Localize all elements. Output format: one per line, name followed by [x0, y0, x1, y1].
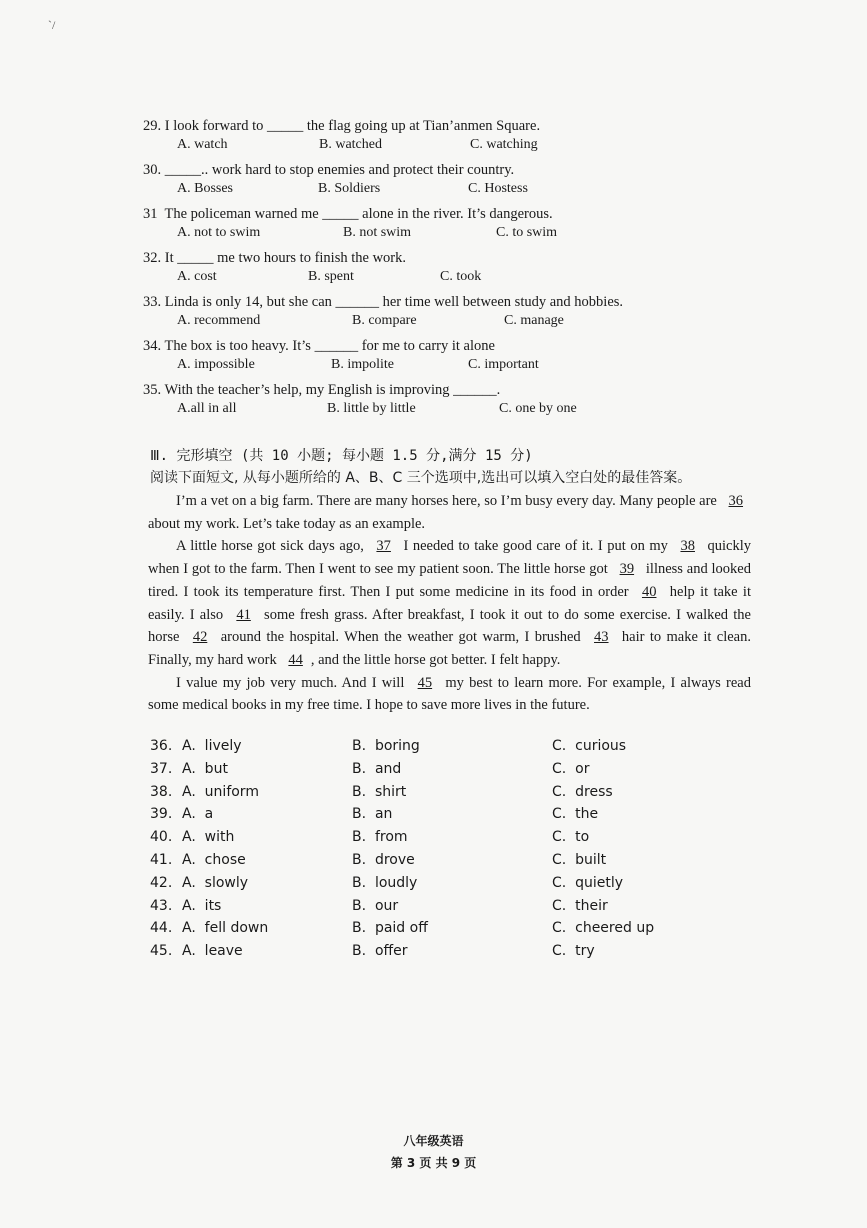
option-b: B. our [352, 897, 399, 914]
answer-row-36 [150, 738, 670, 761]
question-35 [143, 379, 783, 423]
question-number: 39. [150, 806, 173, 823]
option-a: A. its [182, 897, 222, 914]
passage-text: I value my job very much. And I will [176, 674, 410, 691]
question-number: 43. [150, 897, 173, 914]
option-c: C. to [552, 829, 590, 846]
question-stem: 32. It _____ me two hours to finish the work. [143, 250, 406, 266]
answer-row-43 [150, 898, 670, 921]
question-stem: 29. I look forward to _____ the flag going up at Tian’anmen Square. [143, 118, 541, 134]
option-b: B. shirt [352, 783, 407, 800]
blank-41: 41 [236, 606, 251, 623]
blank-45: 45 [417, 674, 433, 691]
cloze-options [150, 738, 670, 966]
option-a: A. leave [182, 943, 243, 960]
option-c: C. try [552, 943, 595, 960]
multiple-choice-section [143, 115, 783, 423]
blank-43: 43 [594, 629, 609, 646]
option-a: A. not to swim [177, 225, 261, 240]
question-number: 41. [150, 851, 173, 868]
option-c: C. to swim [496, 225, 558, 240]
passage-text: I needed to take good care of it. I put on my [398, 538, 673, 555]
passage-text: A little horse got sick days ago, [176, 538, 369, 555]
answer-row-39 [150, 806, 670, 829]
passage-text: about my work. Let’s take today as an example. [148, 515, 426, 532]
question-options [143, 181, 783, 203]
option-b: B. compare [352, 313, 417, 328]
footer-page-number: 第 3 页 共 9 页 [390, 1156, 477, 1170]
option-a: A. Bosses [177, 181, 234, 196]
option-a: A. with [182, 829, 235, 846]
cloze-passage [148, 490, 751, 717]
blank-40: 40 [641, 583, 657, 600]
option-a: A. a [182, 806, 214, 823]
option-b: B. loudly [352, 874, 418, 891]
blank-44: 44 [288, 651, 303, 668]
option-b: B. impolite [331, 357, 394, 372]
passage-text: illness and looked tired. I took its temperature first. Then I put some medicine in its food in order [148, 561, 751, 600]
answer-row-38 [150, 784, 670, 807]
option-b: B. little by little [327, 401, 416, 416]
option-a: A. lively [182, 738, 242, 754]
question-30 [143, 159, 783, 203]
blank-38: 38 [680, 538, 695, 555]
question-number: 44. [150, 920, 173, 937]
option-a: A. watch [177, 137, 228, 152]
option-a: A. slowly [182, 874, 249, 891]
passage-paragraph-1 [148, 490, 751, 535]
option-a: A. fell down [182, 920, 269, 937]
passage-text: help it take it easily. I also [148, 583, 751, 623]
answer-row-42 [150, 875, 670, 898]
option-b: B. watched [319, 137, 382, 152]
answer-row-45 [150, 943, 670, 966]
option-c: C. important [468, 357, 539, 372]
footer-subject: 八年级英语 [403, 1134, 464, 1148]
option-c: C. dress [552, 783, 613, 800]
option-b: B. spent [308, 269, 354, 284]
passage-text: around the hospital. When the weather got warm, I brushed [215, 629, 587, 646]
passage-text: , and the little horse got better. I felt happy. [310, 651, 561, 668]
option-a: A. cost [177, 269, 217, 284]
option-c: C. one by one [499, 401, 577, 416]
option-a: A. but [182, 760, 228, 777]
option-b: B. offer [352, 943, 408, 960]
option-c: C. their [552, 897, 608, 914]
question-number: 37. [150, 760, 173, 777]
answer-row-40 [150, 829, 670, 852]
question-stem: 31 The policeman warned me _____ alone in the river. It’s dangerous. [143, 206, 553, 222]
answer-row-41 [150, 852, 670, 875]
question-number: 40. [150, 829, 173, 846]
option-b: B. paid off [352, 920, 428, 937]
question-stem: 33. Linda is only 14, but she can ______ her time well between study and hobbies. [143, 294, 624, 310]
question-33 [143, 291, 783, 335]
question-options [143, 401, 783, 423]
question-number: 45. [150, 943, 173, 960]
question-31 [143, 203, 783, 247]
question-options [143, 269, 783, 291]
option-a: A. recommend [177, 313, 261, 328]
option-c: C. cheered up [552, 920, 655, 937]
option-b: B. from [352, 829, 408, 846]
question-29 [143, 115, 783, 159]
question-stem: 34. The box is too heavy. It’s ______ for me to carry it alone [143, 338, 495, 354]
option-c: C. built [552, 851, 607, 868]
option-a: A.all in all [177, 401, 237, 416]
question-stem: 30. _____.. work hard to stop enemies and protect their country. [143, 162, 515, 178]
section-title: Ⅲ. 完形填空 (共 10 小题; 每小题 1.5 分,满分 15 分) [150, 448, 533, 464]
section-instruction: 阅读下面短文, 从每小题所给的 A、B、C 三个选项中,选出可以填入空白处的最佳答案。 [150, 470, 692, 486]
option-c: C. quietly [552, 874, 624, 891]
question-stem: 35. With the teacher’s help, my English is improving ______. [143, 382, 501, 398]
question-number: 42. [150, 874, 173, 891]
blank-39: 39 [619, 561, 635, 578]
option-b: B. boring [352, 738, 420, 754]
question-32 [143, 247, 783, 291]
option-b: B. an [352, 806, 393, 823]
passage-paragraph-2 [148, 535, 751, 671]
option-c: C. curious [552, 738, 627, 754]
passage-text: hair to make it clean. Finally, my hard work [148, 629, 751, 668]
option-a: A. impossible [177, 357, 255, 372]
option-c: C. the [552, 806, 599, 823]
cloze-section-header [150, 445, 770, 489]
passage-text: quickly when I got to the farm. Then I went to see my patient soon. The little horse got [148, 538, 751, 578]
corner-mark: ˋ/ [48, 18, 56, 32]
question-options [143, 137, 783, 159]
option-a: A. uniform [182, 783, 259, 800]
passage-paragraph-3 [148, 672, 751, 717]
question-34 [143, 335, 783, 379]
option-a: A. chose [182, 851, 246, 868]
option-c: C. watching [470, 137, 538, 152]
question-options [143, 357, 783, 379]
passage-text: some fresh grass. After breakfast, I took it out to do some exercise. I walked the horse [148, 606, 751, 646]
option-b: B. and [352, 760, 402, 777]
passage-text: I’m a vet on a big farm. There are many horses here, so I’m busy every day. Many people are [176, 493, 717, 509]
blank-42: 42 [192, 629, 208, 646]
option-b: B. not swim [343, 225, 412, 240]
option-b: B. drove [352, 851, 415, 868]
blank-37: 37 [376, 538, 391, 555]
blank-36: 36 [728, 493, 744, 509]
question-options [143, 225, 783, 247]
option-b: B. Soldiers [318, 181, 381, 196]
option-c: C. took [440, 269, 482, 284]
question-number: 38. [150, 783, 173, 800]
question-number: 36. [150, 738, 173, 754]
option-c: C. manage [504, 313, 564, 328]
answer-row-37 [150, 761, 670, 784]
option-c: C. or [552, 760, 590, 777]
question-options [143, 313, 783, 335]
passage-text: my best to learn more. For example, I always read some medical books in my free time. I hope to save more lives in the future. [148, 674, 751, 714]
answer-row-44 [150, 920, 670, 943]
option-c: C. Hostess [468, 181, 528, 196]
